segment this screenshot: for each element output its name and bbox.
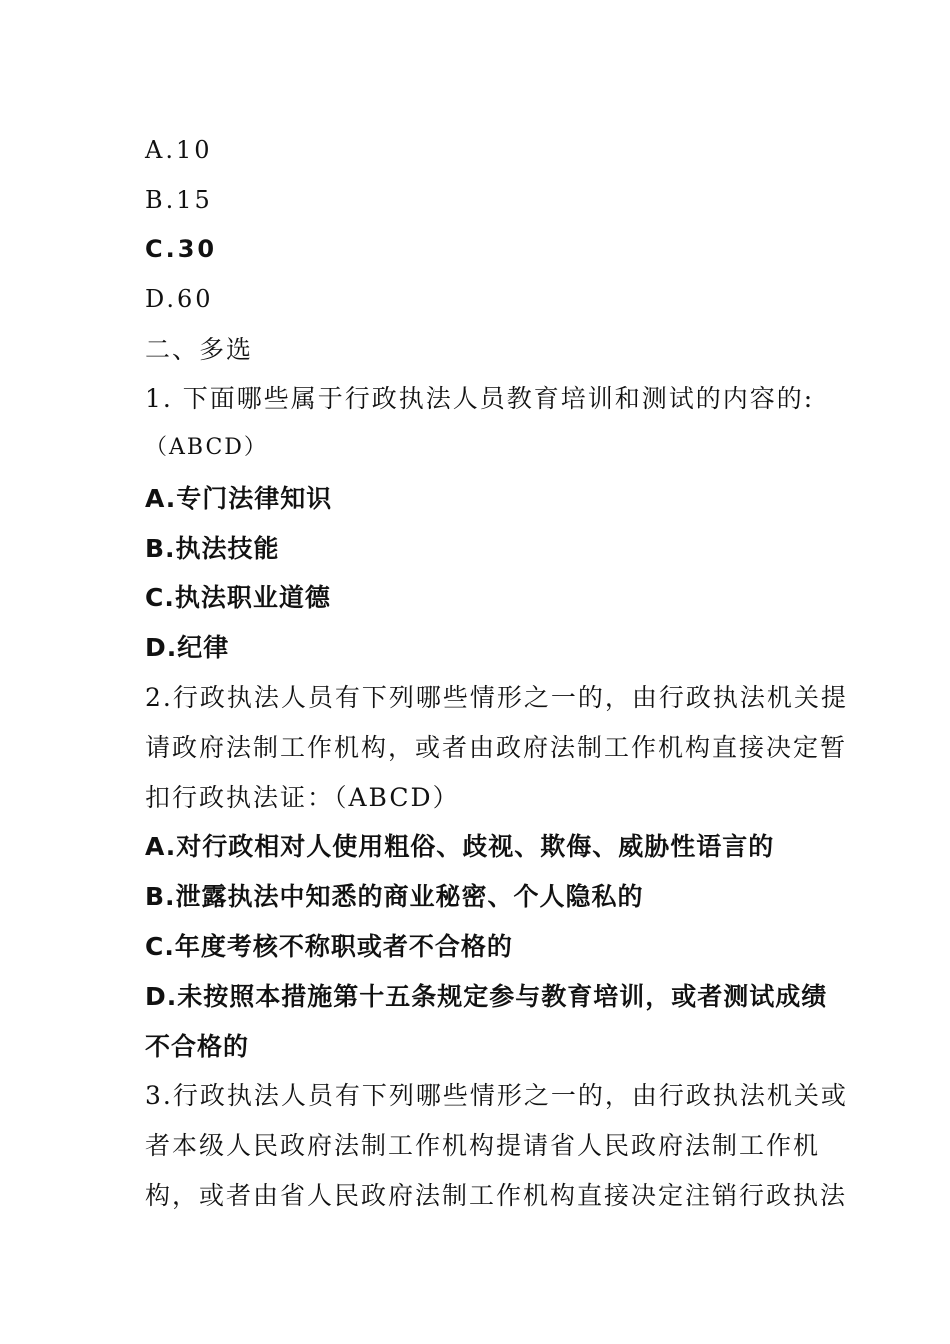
question-3-stem-line-2: 者本级人民政府法制工作机构提请省人民政府法制工作机 <box>145 1131 821 1160</box>
question-1-option-a: A.专门法律知识 <box>145 484 333 513</box>
question-1-answer: （ABCD） <box>145 435 268 460</box>
question-2-option-a: A.对行政相对人使用粗俗、歧视、欺侮、威胁性语言的 <box>145 832 775 861</box>
question-2-stem-line-1: 2.行政执法人员有下列哪些情形之一的，由行政执法机关提 <box>145 683 848 712</box>
option-b: B.15 <box>145 186 213 214</box>
question-3-stem-line-1: 3.行政执法人员有下列哪些情形之一的，由行政执法机关或 <box>145 1081 848 1110</box>
question-2-option-b: B.泄露执法中知悉的商业秘密、个人隐私的 <box>145 882 644 911</box>
question-2-option-d-continued: 不合格的 <box>145 1032 250 1061</box>
question-2-stem-line-2: 请政府法制工作机构，或者由政府法制工作机构直接决定暂 <box>145 733 848 762</box>
question-3-stem-line-3: 构，或者由省人民政府法制工作机构直接决定注销行政执法 <box>145 1181 848 1210</box>
question-1-option-b: B.执法技能 <box>145 534 280 563</box>
question-1-option-c: C.执法职业道德 <box>145 583 331 612</box>
section-heading: 二、多选 <box>145 335 254 364</box>
question-1-stem: 1. 下面哪些属于行政执法人员教育培训和测试的内容的: <box>145 384 815 413</box>
option-c-answer: C.30 <box>145 235 218 263</box>
option-d: D.60 <box>145 285 214 313</box>
question-2-option-c: C.年度考核不称职或者不合格的 <box>145 932 513 961</box>
question-2-stem-line-3: 扣行政执法证：（ABCD） <box>145 783 460 812</box>
question-1-option-d: D.纪律 <box>145 633 230 662</box>
option-a: A.10 <box>145 136 213 164</box>
question-2-option-d: D.未按照本措施第十五条规定参与教育培训，或者测试成绩 <box>145 982 828 1011</box>
